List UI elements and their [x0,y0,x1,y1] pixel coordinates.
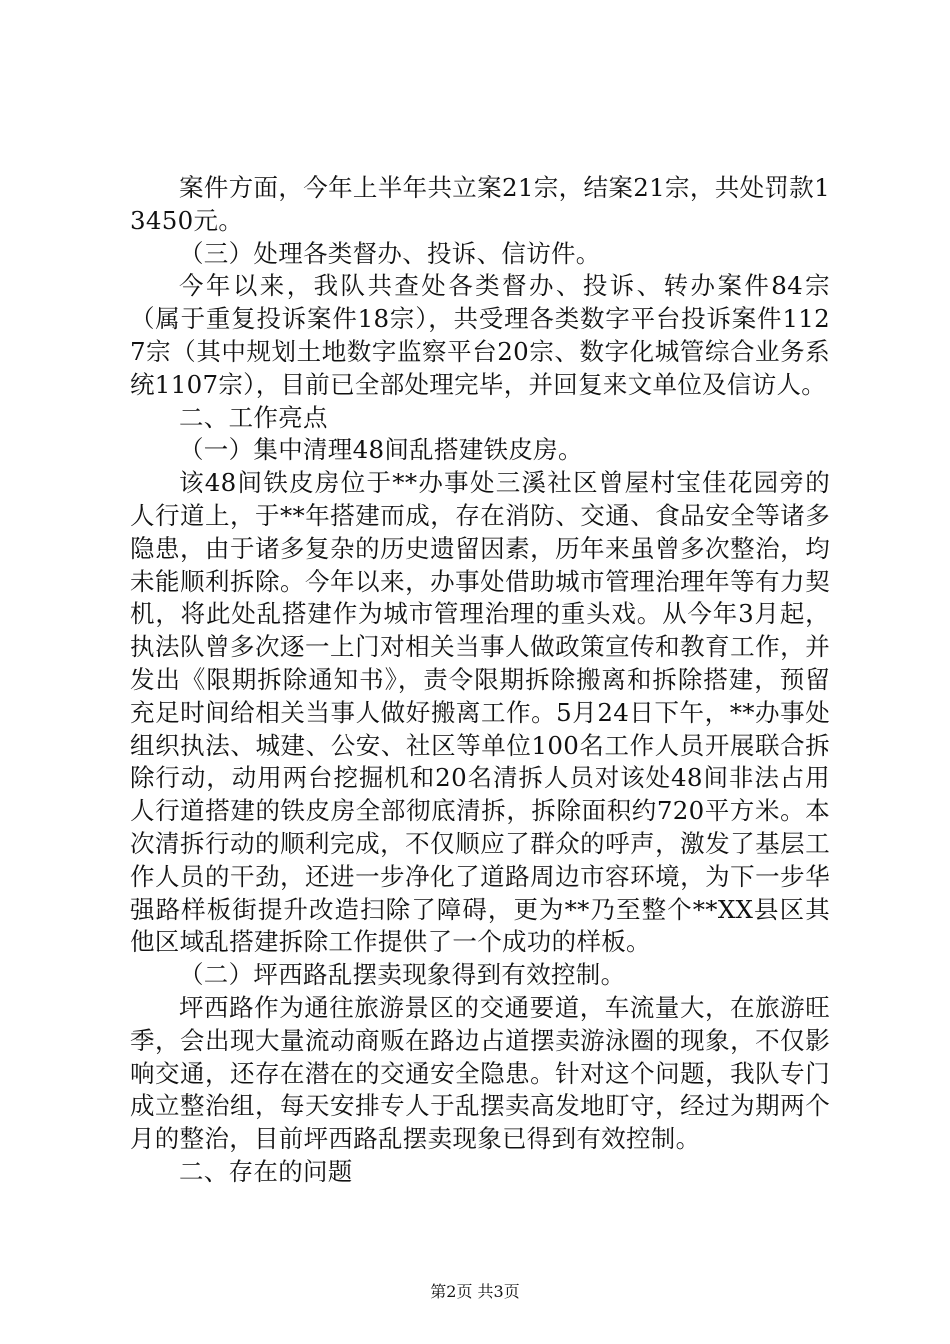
paragraph-case-summary: 案件方面，今年上半年共立案21宗，结案21宗，共处罚款13450元。 [130,173,830,235]
subheading-pingxi-road: （二）坪西路乱摆卖现象得到有效控制。 [179,960,626,990]
page-number-footer: 第2页 共3页 [430,1282,520,1301]
paragraph-iron-houses: 该48间铁皮房位于**办事处三溪社区曾屋村宝佳花园旁的人行道上，于**年搭建而成，存在消防、交通、食品安全等诸多隐患，由于诸多复杂的历史遗留因素，历年来虽曾多次整治，均未能顺利拆除。今年以来，办事处借助城市管理治理年等有力契机，将此处乱搭建作为城市管理治理的重头戏。从今年3月起，执法队曾多次逐一上门对相关当事人做政策宣传和教育工作，并发出《限期拆除通知书》，责令限期拆除搬离和拆除搭建，预留充足时间给相关当事人做好搬离工作。5月24日下午，**办事处组织执法、城建、公安、社区等单位100名工作人员开展联合拆除行动，动用两台挖掘机和20名清拆人员对该处48间非法占用人行道搭建的铁皮房全部彻底清拆，拆除面积约720平方米。本次清拆行动的顺利完成，不仅顺应了群众的呼声，激发了基层工作人员的干劲，还进一步净化了道路周边市容环境，为下一步华强路样板街提升改造扫除了障碍，更为**乃至整个**XX县区其他区域乱搭建拆除工作提供了一个成功的样板。 [130,468,830,957]
section-heading-highlights: 二、工作亮点 [179,402,328,432]
section-heading-problems: 二、存在的问题 [179,1156,353,1186]
paragraph-complaints: 今年以来，我队共查处各类督办、投诉、转办案件84宗（属于重复投诉案件18宗），共受理各类数字平台投诉案件1127宗（其中规划土地数字监察平台20宗、数字化城管综合业务系统1107宗），目前已全部处理完毕，并回复来文单位及信访人。 [130,271,830,399]
subheading-iron-houses: （一）集中清理48间乱搭建铁皮房。 [179,435,583,465]
document-body [130,172,830,1189]
subheading-complaints: （三）处理各类督办、投诉、信访件。 [179,238,601,268]
paragraph-pingxi-road: 坪西路作为通往旅游景区的交通要道，车流量大，在旅游旺季，会出现大量流动商贩在路边占道摆卖游泳圈的现象，不仅影响交通，还存在潜在的交通安全隐患。针对这个问题，我队专门成立整治组，每天安排专人于乱摆卖高发地盯守，经过为期两个月的整治，目前坪西路乱摆卖现象已得到有效控制。 [130,992,830,1154]
